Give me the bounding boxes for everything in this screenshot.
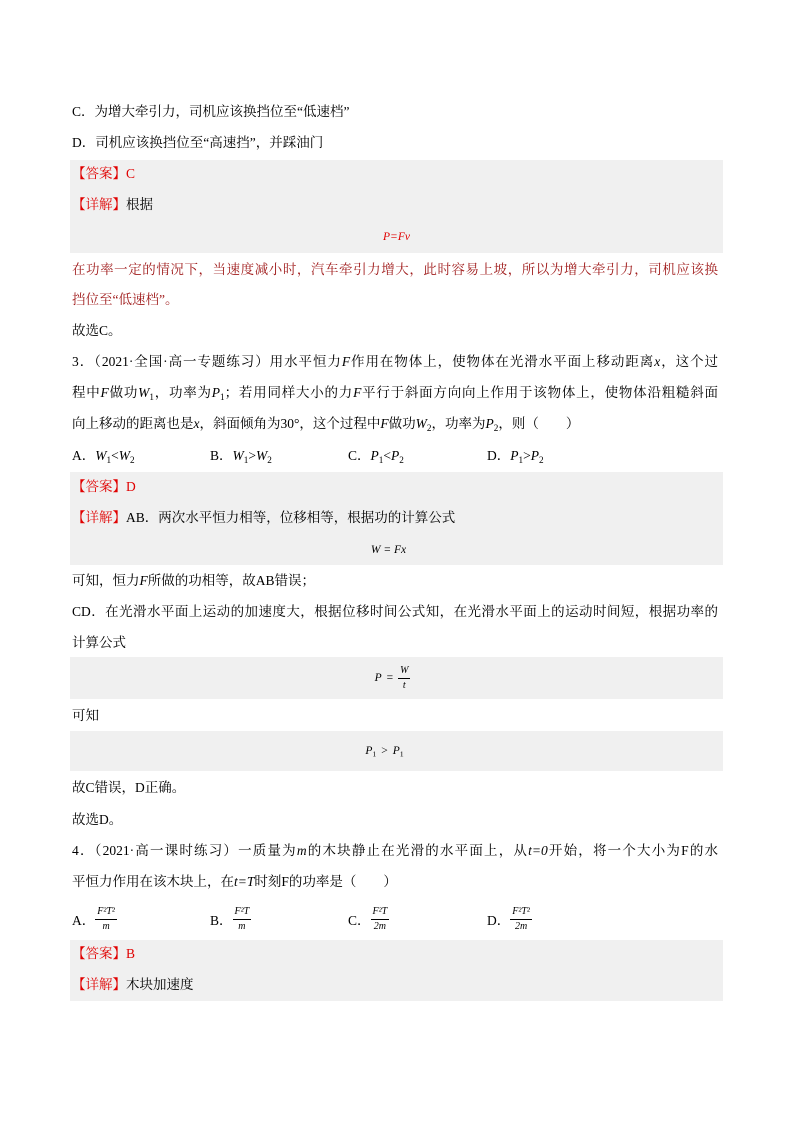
subscript: 2 xyxy=(538,454,544,465)
detail-label: 【详解】 xyxy=(72,510,126,525)
text-run: 做功 xyxy=(388,416,416,431)
fraction-denominator: 2m xyxy=(514,920,528,932)
q3-conclusion-1: 故C错误，D正确。 xyxy=(72,780,186,795)
fraction-numerator: W xyxy=(398,665,410,679)
answer-label: 【答案】 xyxy=(72,946,126,961)
math-variable: $P_1$ xyxy=(510,448,524,465)
text-run: 平行于斜面方向向上作用于该物体上，使物体沿粗糙斜面 xyxy=(361,385,719,400)
q4-option-d xyxy=(487,902,532,936)
math-variable: x xyxy=(193,416,200,431)
subscript: 2 xyxy=(129,454,135,465)
math-variable: F xyxy=(380,416,389,431)
text-run: 的木块静止在光滑的水平面上，从 xyxy=(306,843,529,858)
q3-stem-line-1 xyxy=(72,352,718,372)
math-variable: $P_2$ xyxy=(530,448,544,465)
fraction-numerator: F²T² xyxy=(95,906,117,920)
fraction-denominator: m xyxy=(238,920,246,932)
text-run: ，则（ ） xyxy=(498,416,580,431)
fraction-denominator: m xyxy=(102,920,110,932)
q4-detail-line xyxy=(72,975,194,995)
math-variable: x xyxy=(654,354,661,369)
compare-left-subscript: 1 xyxy=(372,749,377,759)
subscript: 1 xyxy=(378,454,384,465)
text-run: 平恒力作用在该木块上，在 xyxy=(72,874,234,889)
math-variable: $P_2$ xyxy=(485,416,499,433)
q3-option-a xyxy=(72,446,135,466)
math-variable: $W_2$ xyxy=(255,448,272,465)
formula-operator: = xyxy=(386,672,394,684)
option-fraction xyxy=(371,906,390,933)
q3-stem-line-3 xyxy=(72,414,579,434)
q3-detail-line xyxy=(72,508,455,528)
compare-operator: > xyxy=(381,745,388,757)
option-fraction xyxy=(95,906,117,933)
math-variable: F xyxy=(353,385,362,400)
q3-conclusion-2: 故选D。 xyxy=(72,812,123,827)
answer-label: 【答案】 xyxy=(72,479,126,494)
q3-work-formula: W = Fx xyxy=(370,544,407,556)
q2-explanation-line-2: 挡位至“低速档”。 xyxy=(72,292,179,307)
text-run: > xyxy=(248,448,256,463)
compare-right-symbol: P xyxy=(392,745,400,757)
option-label: A． xyxy=(72,913,96,928)
answer-value: B xyxy=(126,946,136,961)
detail-text: 木块加速度 xyxy=(126,977,194,992)
text-run: D． xyxy=(487,448,511,463)
subscript: 1 xyxy=(220,391,225,402)
option-label: D． xyxy=(487,913,511,928)
text-run: ，斜面倾角为30°，这个过程中 xyxy=(199,416,381,431)
math-variable: $P_1$ xyxy=(211,385,225,402)
detail-label: 【详解】 xyxy=(72,197,126,212)
subscript: 2 xyxy=(399,454,404,465)
q4-answer-line xyxy=(72,944,135,964)
math-variable: $W_1$ xyxy=(232,448,249,465)
q3-compare-formula xyxy=(70,731,723,771)
subscript: 1 xyxy=(106,454,112,465)
detail-text: AB．两次水平恒力相等，位移相等，根据功的计算公式 xyxy=(126,510,456,525)
subscript: 2 xyxy=(493,422,499,433)
subscript: 1 xyxy=(243,454,249,465)
fraction-w-over-t xyxy=(398,665,410,692)
text-run: ，这个过 xyxy=(660,354,719,369)
q4-stem-line-1 xyxy=(72,841,718,861)
text-run: 可知，恒力 xyxy=(72,573,140,588)
q4-option-a xyxy=(72,902,117,936)
detail-label: 【详解】 xyxy=(72,977,126,992)
text-run: A． xyxy=(72,448,96,463)
q3-option-d xyxy=(487,446,544,466)
q3-option-b xyxy=(210,446,272,466)
option-label: C． xyxy=(348,913,371,928)
detail-text: 根据 xyxy=(126,197,153,212)
text-run: 开始，将一个大小为F的水 xyxy=(547,843,719,858)
answer-label: 【答案】 xyxy=(72,166,126,181)
q3-option-c xyxy=(348,446,404,466)
fraction-numerator: F²T xyxy=(233,906,252,920)
subscript: 1 xyxy=(518,454,524,465)
text-run: 3．（2021·全国·高一专题练习）用水平恒力 xyxy=(72,354,342,369)
compare-left xyxy=(365,745,376,757)
q2-conclusion: 故选C。 xyxy=(72,323,122,338)
math-variable: t=0 xyxy=(528,843,548,858)
math-variable: $P_2$ xyxy=(390,448,404,465)
q4-option-c xyxy=(348,902,389,936)
math-variable: F xyxy=(341,354,351,369)
text-run: > xyxy=(523,448,531,463)
q2-option-c: C．为增大牵引力，司机应该换挡位至“低速档” xyxy=(72,104,350,119)
q4-stem-line-2 xyxy=(72,872,397,892)
q3-power-formula xyxy=(70,657,723,699)
text-run: 作用在物体上，使物体在光滑水平面上移动距离 xyxy=(350,354,655,369)
option-fraction xyxy=(233,906,252,933)
q3-stem-line-2 xyxy=(72,383,718,403)
math-variable: $W_2$ xyxy=(415,416,432,433)
q2-detail-line xyxy=(72,195,153,215)
text-run: C． xyxy=(348,448,371,463)
text-run: 向上移动的距离也是 xyxy=(72,416,194,431)
q3-after-work-line xyxy=(72,571,315,591)
q3-cd-line-2: 计算公式 xyxy=(72,635,126,650)
q2-option-d: D．司机应该换挡位至“高速挡”，并踩油门 xyxy=(72,135,324,150)
text-run: 程中 xyxy=(72,385,101,400)
subscript: 1 xyxy=(149,391,154,402)
option-label: B． xyxy=(210,913,233,928)
text-run: B． xyxy=(210,448,233,463)
q4-option-b xyxy=(210,902,251,936)
text-run: 所做的功相等，故AB错误； xyxy=(147,573,316,588)
q2-formula: P=Fv xyxy=(383,231,410,243)
text-run: < xyxy=(383,448,391,463)
math-variable: $W_1$ xyxy=(95,448,112,465)
math-variable: $W_2$ xyxy=(118,448,135,465)
answer-value: C xyxy=(126,166,136,181)
q2-answer-line xyxy=(72,164,135,184)
math-variable: $W_1$ xyxy=(138,385,154,402)
fraction-numerator: F²T² xyxy=(510,906,532,920)
q3-cd-line-1: CD．在光滑水平面上运动的加速度大，根据位移时间公式知，在光滑水平面上的运动时间短，根据功率的 xyxy=(72,604,718,619)
text-run: 时刻F的功率是（ ） xyxy=(254,874,397,889)
compare-left-symbol: P xyxy=(365,745,373,757)
math-variable: $P_1$ xyxy=(370,448,384,465)
subscript: 2 xyxy=(267,454,272,465)
text-run: ；若用同样大小的力 xyxy=(224,385,354,400)
text-run: ，功率为 xyxy=(431,416,486,431)
text-run: ，功率为 xyxy=(153,385,212,400)
text-run: 4．（2021·高一课时练习）一质量为 xyxy=(72,843,297,858)
option-fraction xyxy=(510,906,532,933)
math-variable: m xyxy=(296,843,307,858)
formula-lhs: P xyxy=(374,672,382,684)
math-variable: F xyxy=(139,573,148,588)
math-variable: t=T xyxy=(234,874,255,889)
fraction-denominator: t xyxy=(402,679,406,691)
compare-right-subscript: 1 xyxy=(399,749,404,759)
subscript: 2 xyxy=(426,422,432,433)
q2-explanation-line-1: 在功率一定的情况下，当速度减小时，汽车牵引力增大，此时容易上坡，所以为增大牵引力，司机应该换 xyxy=(72,262,718,277)
fraction-numerator: F²T xyxy=(371,906,390,920)
compare-right xyxy=(393,745,404,757)
math-variable: F xyxy=(100,385,109,400)
q3-answer-line xyxy=(72,477,136,497)
text-run: < xyxy=(111,448,119,463)
text-run: 做功 xyxy=(108,385,139,400)
answer-value: D xyxy=(126,479,136,494)
q3-infer-text: 可知 xyxy=(72,708,99,723)
fraction-denominator: 2m xyxy=(373,920,386,932)
